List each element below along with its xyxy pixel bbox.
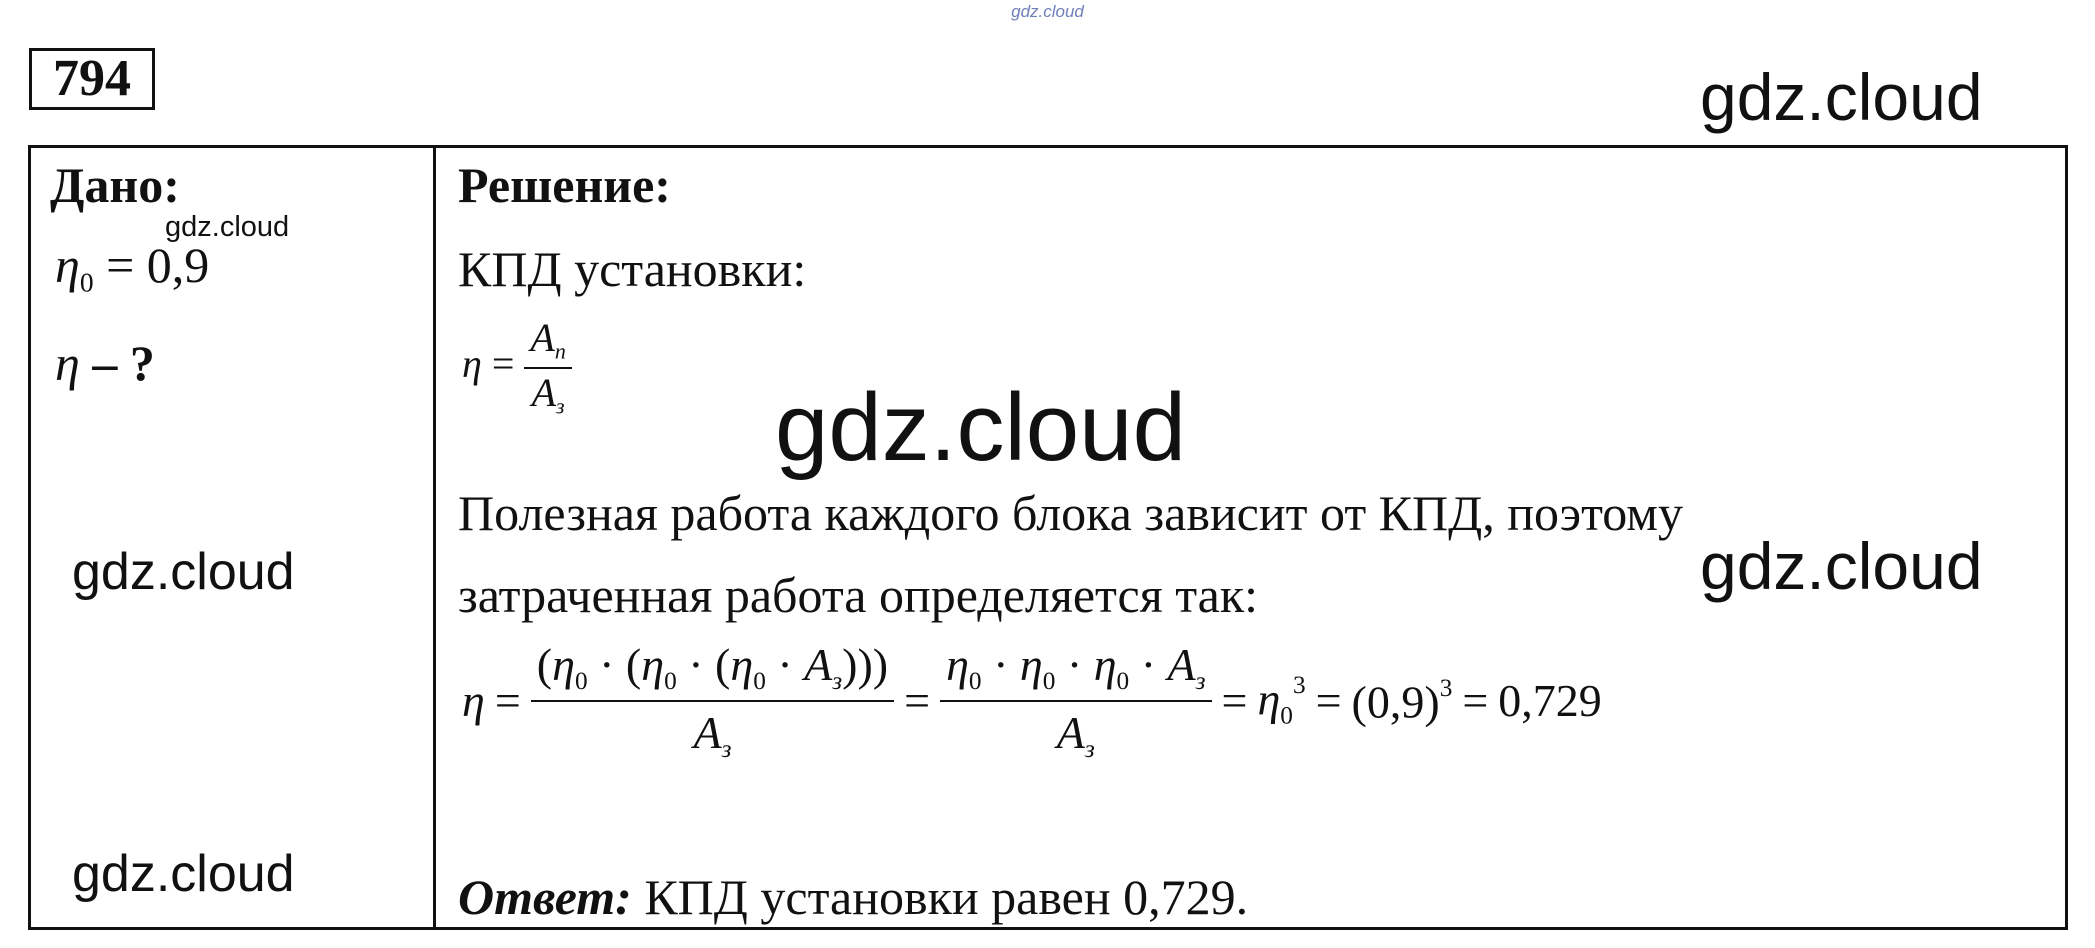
efficiency-formula: η = $\frac{Aп}{Aз}$	[462, 318, 572, 417]
given-eta0: $\eta_0 = 0,9$	[55, 237, 210, 298]
given-unknown: η – ?	[55, 335, 155, 391]
fraction-nested: $\frac{(\eta_0 \cdot (\eta_0 \cdot (\eta_0 \cdot Aз)))}{Aз}$	[531, 638, 894, 764]
calculation-result: 0,729	[1498, 675, 1602, 727]
fraction-product: $\frac{\eta_0 \cdot \eta_0 \cdot \eta_0 \cdot Aз}{Aз}$	[940, 638, 1211, 764]
watermark-left-middle: gdz.cloud	[72, 543, 295, 601]
watermark-top-right: gdz.cloud	[1700, 60, 1983, 134]
given-heading: Дано:	[50, 157, 180, 213]
explanation-line-2: затраченная работа определяется так:	[458, 567, 1259, 623]
efficiency-label: КПД установки:	[458, 241, 807, 297]
watermark-top: gdz.cloud	[1011, 2, 1084, 21]
watermark-right-middle: gdz.cloud	[1700, 529, 1983, 603]
given-eta0-value: 0,9	[146, 237, 210, 293]
calculation-formula: η = $\frac{(\eta_0 \cdot (\eta_0 \cdot (\eta_0 \cdot Aз)))}{Aз}$ = $\frac{\eta_0 \cdot \eta_0 \cdot \eta_0 \cdot Aз}{Aз}$ = $\eta_0^3$ = $(0,9)^3$ = 0,729	[462, 639, 1602, 763]
column-divider	[433, 145, 436, 930]
answer-label: Ответ:	[458, 869, 632, 925]
problem-number: 794	[29, 48, 155, 110]
watermark-given: gdz.cloud	[165, 211, 290, 243]
explanation-line-1: Полезная работа каждого блока зависит от КПД, поэтому	[458, 485, 1683, 541]
answer-line	[458, 869, 1249, 925]
watermark-center: gdz.cloud	[775, 374, 1186, 481]
solution-heading: Решение:	[458, 157, 671, 213]
watermark-left-bottom: gdz.cloud	[72, 845, 295, 903]
answer-text: КПД установки равен 0,729.	[644, 869, 1249, 925]
unknown-mark: ?	[129, 335, 155, 391]
